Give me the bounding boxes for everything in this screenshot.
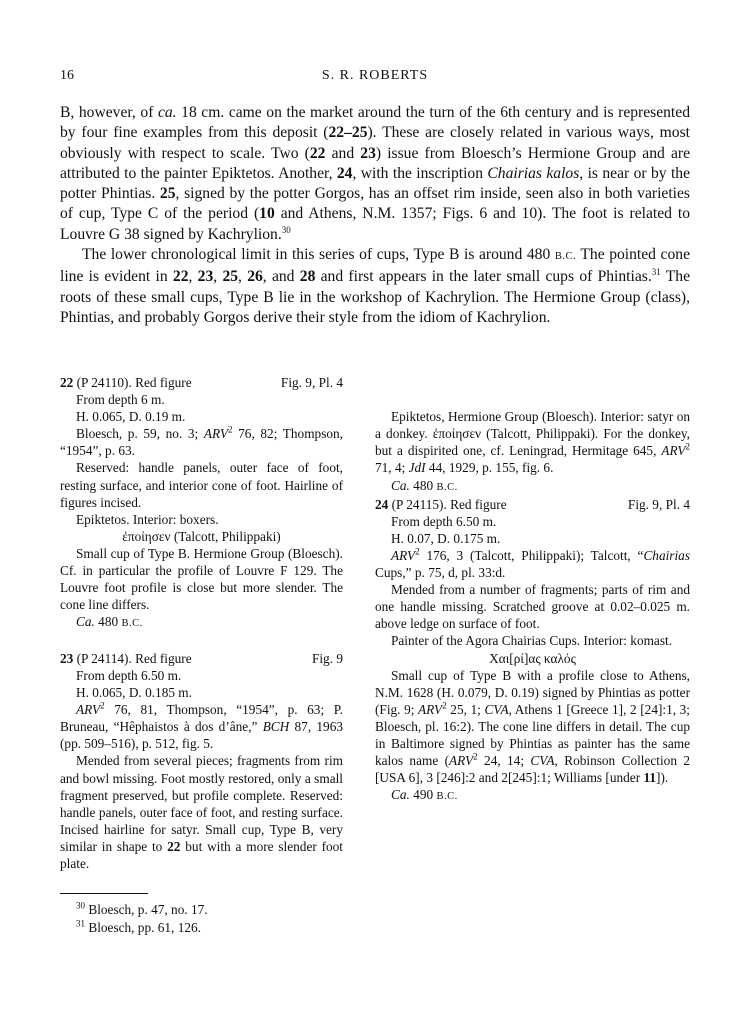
entry-22-reserved: Reserved: handle panels, outer face of foot, resting surface, and interior cone of foot. Hairline of figures incised.	[60, 460, 343, 510]
entry-23-references: ARV$^2$ 76, 81, Thompson, “1954”, p. 63; P. Bruneau, “Hêphaistos à dos d’âne,” BCH 87, 1963 (pp. 509–516), p. 512, fig. 5.	[60, 700, 343, 752]
page-number: 16	[60, 68, 74, 83]
entry-22-references: Bloesch, p. 59, no. 3; ARV$^2$ 76, 82; Thompson, “1954”, p. 63.	[60, 424, 343, 459]
entry-24-references: ARV$^2$ 176, 3 (Talcott, Philippaki); Talcott, “Chairias Cups,” p. 75, d, pl. 33:d.	[375, 546, 690, 581]
intro-paragraph-2: The lower chronological limit in this series of cups, Type B is around 480 B.C. The pointed cone line is evident in 22, 23, 25, 26, and 28 and first appears in the later small cups of Phintias.$^{31}$ The roots of these small cups, Type B lie in the workshop of Kachrylion. The Hermione Group (class), Phintias, and probably Gorgos derive their style from the idiom of Kachrylion.	[60, 246, 690, 326]
footnote-31: $^{31}$ Bloesch, pp. 61, 126.	[76, 918, 201, 935]
footnote-30: $^{30}$ Bloesch, p. 47, no. 17.	[76, 900, 208, 917]
page-header	[60, 68, 690, 88]
entry-24-dimensions: H. 0.07, D. 0.175 m.	[391, 530, 501, 546]
entry-22-depth: From depth 6 m.	[76, 392, 165, 408]
entry-23-date: Ca. 480 B.C.	[391, 477, 458, 493]
catalog-entry-24	[375, 496, 690, 806]
entry-24-painter: Painter of the Agora Chairias Cups. Interior: komast.	[391, 633, 673, 649]
intro-text	[60, 103, 690, 328]
entry-23-depth: From depth 6.50 m.	[76, 668, 182, 683]
footnote-rule	[60, 893, 148, 894]
entry-23-painter: Epiktetos, Hermione Group (Bloesch). Interior: satyr on a donkey. ἐποίησεν (Talcott, Philippaki). For the donkey, but a dispirited one, cf. Leningrad, Hermitage 645, ARV$^2$ 71, 4; JdI 44, 1929, p. 155, fig. 6.	[375, 409, 690, 476]
entry-22-painter: Epiktetos. Interior: boxers.	[76, 511, 219, 527]
intro-paragraph-1: B, however, of ca. 18 cm. came on the market around the turn of the 6th century and is represented by four fine examples from this deposit (22–25). These are closely related in various ways, most obviously with respect to scale. Two (22 and 23) issue from Bloesch’s Hermione Group and are attributed to the painter Epiktetos. Another, 24, with the inscription Chairias kalos, is near or by the potter Phintias. 25, signed by the potter Gorgos, has an offset rim inside, seen also in both varieties of cup, Type C of the period (10 and Athens, N.M. 1357; Figs. 6 and 10). The foot is related to Louvre G 38 signed by Kachrylion.$^{30}$	[60, 104, 690, 243]
entry-22-date: Ca. 480 B.C.	[76, 614, 143, 630]
entry-23-description-continued	[375, 374, 690, 408]
footnote-ref-31: 31	[651, 267, 661, 278]
entry-24-mended: Mended from a number of fragments; parts of rim and one handle missing. Scratched groove at 0.02–0.025 m. above ledge on surface of foot.	[375, 582, 690, 632]
entry-24-depth: From depth 6.50 m.	[391, 513, 497, 529]
entry-22-dimensions: H. 0.065, D. 0.19 m.	[76, 409, 186, 425]
entry-24-inscription: Χαι[ρί]ας καλός	[489, 650, 576, 666]
left-column	[60, 374, 343, 872]
entry-24-heading: 24 (P 24115). Red figure Fig. 9, Pl. 4	[375, 496, 690, 512]
catalog-entry-22	[60, 374, 343, 632]
entry-23-heading: 23 (P 24114). Red figure Fig. 9	[60, 650, 343, 666]
entry-22-heading: 22 (P 24110). Red figure Fig. 9, Pl. 4	[60, 375, 343, 390]
entry-24-description: Small cup of Type B with a profile close to Athens, N.M. 1628 (H. 0.079, D. 0.19) signed by Phintias as potter (Fig. 9; ARV$^2$ 25, 1; CVA, Athens 1 [Greece 1], 2 [24]:1, 3; Bloesch, pl. 16:2). The cone line differs in detail. The cup in Baltimore signed by Phintias as painter has the same kalos name (ARV$^2$ 24, 14; CVA, Robinson Collection 2 [USA 6], 3 [246]:2 and 2[245]:1; Williams [under 11]).	[375, 667, 691, 786]
entry-22-description: Small cup of Type B. Hermione Group (Bloesch). Cf. in particular the profile of Louvre F 129. The Louvre foot profile is close but more slender. The cone line differs.	[60, 545, 343, 613]
entry-24-date: Ca. 490 B.C.	[391, 787, 458, 803]
footnotes	[76, 901, 208, 936]
running-title: S. R. ROBERTS	[321, 68, 429, 83]
entry-23-dimensions: H. 0.065, D. 0.185 m.	[76, 685, 192, 701]
right-column	[375, 374, 690, 805]
footnote-ref-30: 30	[281, 224, 291, 235]
catalog-entry-23	[60, 650, 343, 872]
entry-22-inscription: ἐποίησεν (Talcott, Philippaki)	[122, 528, 281, 544]
entry-23-description: Mended from several pieces; fragments from rim and bowl missing. Foot mostly restored, only a small fragment preserved, but profile complete. Reserved: handle panels, outer face of foot, and resting surface. Incised hairline for satyr. Small cup, Type B, very similar in shape to 22 but with a more slender foot plate.	[60, 753, 344, 872]
